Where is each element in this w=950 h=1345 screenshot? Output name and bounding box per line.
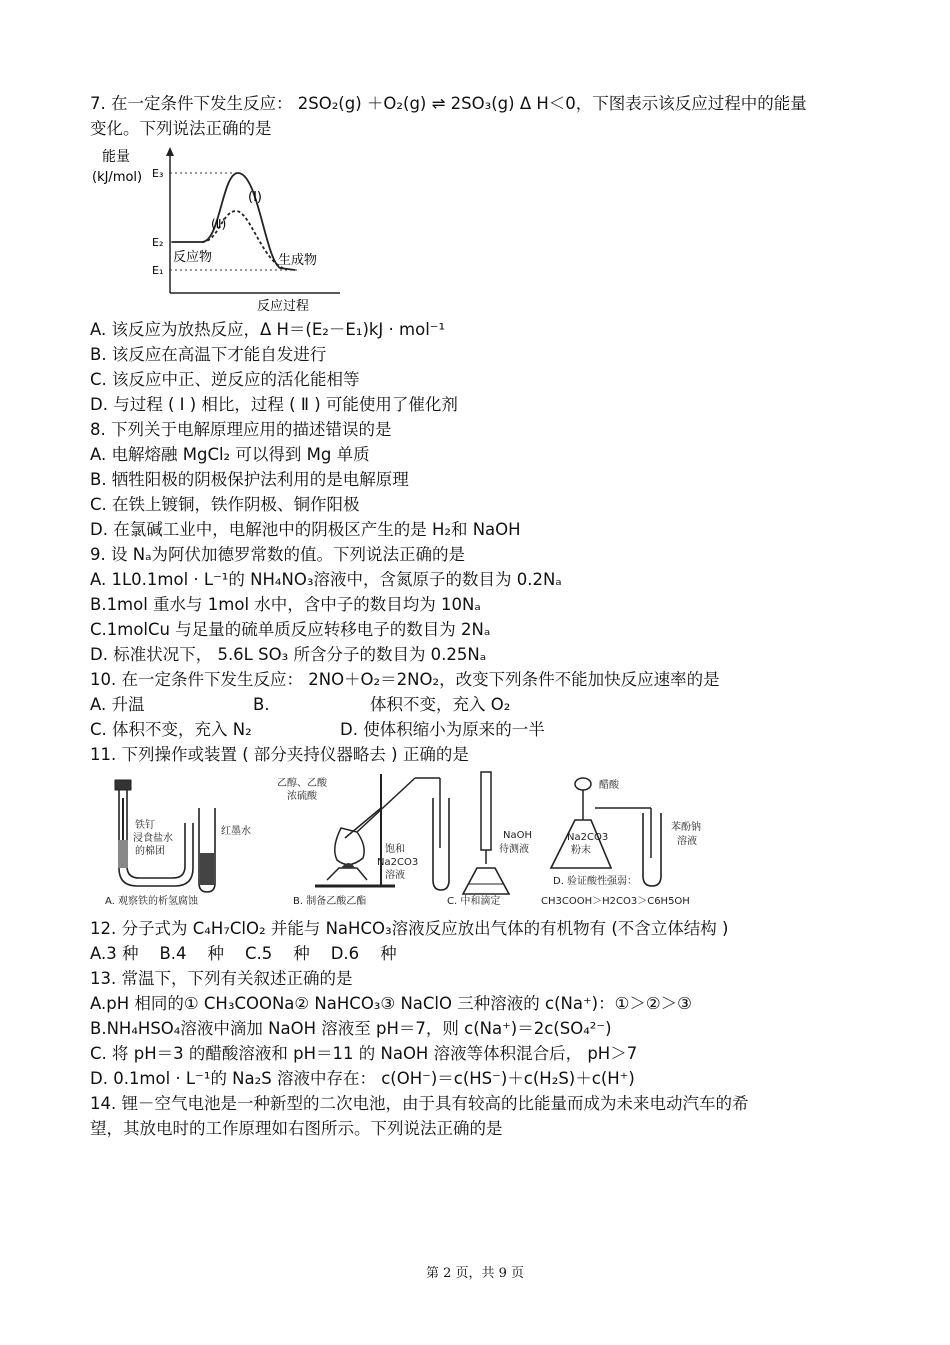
q10-option-c: C. 体积不变，充入 N₂	[90, 720, 252, 739]
e3-label: E₃	[152, 167, 164, 180]
b-label-1: 乙醇、乙酸	[277, 778, 327, 789]
q8-option-b: B. 牺牲阳极的阴极保护法利用的是电解原理	[90, 470, 409, 489]
d-label-3: 粉末	[571, 845, 591, 856]
x-label: 反应过程	[257, 299, 310, 314]
panel-a	[105, 780, 251, 907]
c-label-1: NaOH	[503, 830, 532, 841]
q10-option-d: D. 使体积缩小为原来的一半	[340, 720, 545, 739]
b-label-2: 浓硫酸	[287, 791, 317, 802]
y-label-2: (kJ/mol)	[92, 170, 143, 185]
q12-stem: 12. 分子式为 C₄H₇ClO₂ 并能与 NaHCO₃溶液反应放出气体的有机物有 (不含立体结构 )	[90, 919, 729, 938]
e2-label: E₂	[152, 236, 164, 249]
q13-option-b: B.NH₄HSO₄溶液中滴加 NaOH 溶液至 pH＝7，则 c(Na⁺)＝2c(SO₄²⁻)	[90, 1019, 612, 1038]
q9-option-b: B.1mol 重水与 1mol 水中，含中子的数目均为 10Nₐ	[90, 595, 481, 614]
d-label-5: 溶液	[677, 836, 697, 847]
q10-stem: 10. 在一定条件下发生反应： 2NO＋O₂＝2NO₂，改变下列条件不能加快反应速率的是	[90, 670, 720, 689]
e1-label: E₁	[152, 264, 164, 277]
b-label-5: 溶液	[385, 870, 405, 881]
b-label-3: 饱和	[385, 844, 405, 855]
energy-diagram	[90, 143, 350, 315]
d-caption-2: CH3COOH＞H2CO3＞C6H5OH	[541, 896, 690, 907]
b-caption: B. 制备乙酸乙酯	[293, 896, 367, 907]
panel-c	[447, 772, 532, 907]
page-footer: 第 2 页，共 9 页	[425, 1266, 525, 1281]
q10-option-a: A. 升温	[90, 695, 145, 714]
apparatus-figure	[105, 768, 735, 910]
q8-option-a: A. 电解熔融 MgCl₂ 可以得到 Mg 单质	[90, 445, 370, 464]
q7-option-d: D. 与过程 ( Ⅰ ) 相比，过程 ( Ⅱ ) 可能使用了催化剂	[90, 395, 458, 414]
q12-options: A.3 种 B.4 种 C.5 种 D.6 种	[90, 944, 397, 963]
curve-2-label: (Ⅱ)	[211, 217, 227, 231]
a-label-3: 的棉团	[135, 846, 165, 857]
q13-option-a: A.pH 相同的① CH₃COONa② NaHCO₃③ NaClO 三种溶液的 c(Na⁺)：①＞②＞③	[90, 994, 692, 1013]
q9-stem: 9. 设 Nₐ为阿伏加德罗常数的值。下列说法正确的是	[90, 545, 466, 564]
d-caption-1: D. 验证酸性强弱：	[553, 876, 638, 887]
y-axis-arrow	[166, 147, 174, 156]
q13-option-d: D. 0.1mol · L⁻¹的 Na₂S 溶液中存在： c(OH⁻)＝c(HS⁻)＋c(H₂S)＋c(H⁺)	[90, 1069, 635, 1088]
a-label-4: 红墨水	[221, 826, 251, 837]
q8-option-c: C. 在铁上镀铜，铁作阴极、铜作阳极	[90, 495, 360, 514]
b-label-4: Na2CO3	[377, 857, 419, 868]
q10-option-b-text: 体积不变，充入 O₂	[370, 695, 511, 714]
product-label: 生成物	[278, 253, 318, 268]
q14-stem-line2: 望，其放电时的工作原理如右图所示。下列说法正确的是	[90, 1119, 503, 1138]
q9-option-c: C.1molCu 与足量的硫单质反应转移电子的数目为 2Nₐ	[90, 620, 491, 639]
panel-b	[277, 774, 449, 907]
q7-stem-line1: 7. 在一定条件下发生反应： 2SO₂(g) ＋O₂(g) ⇌ 2SO₃(g) Δ H＜0，下图表示该反应过程中的能量	[90, 94, 807, 113]
curve-1-label: (Ⅰ)	[248, 190, 262, 205]
q7-option-a: A. 该反应为放热反应，Δ H＝(E₂－E₁)kJ · mol⁻¹	[90, 320, 446, 339]
q7-stem-line2: 变化。下列说法正确的是	[90, 119, 272, 138]
q8-option-d: D. 在氯碱工业中，电解池中的阴极区产生的是 H₂和 NaOH	[90, 520, 521, 539]
q7-option-b: B. 该反应在高温下才能自发进行	[90, 345, 327, 364]
a-label-1: 铁钉	[135, 820, 155, 831]
c-label-2: 待测液	[499, 844, 529, 855]
q13-option-c: C. 将 pH＝3 的醋酸溶液和 pH＝11 的 NaOH 溶液等体积混合后， pH＞7	[90, 1044, 638, 1063]
q9-option-d: D. 标准状况下， 5.6L SO₃ 所含分子的数目为 0.25Nₐ	[90, 645, 487, 664]
d-label-1: 醋酸	[599, 780, 619, 791]
q9-option-a: A. 1L0.1mol · L⁻¹的 NH₄NO₃溶液中，含氮原子的数目为 0.2Nₐ	[90, 570, 562, 589]
panel-d	[541, 778, 701, 907]
d-label-2: Na2CO3	[567, 832, 609, 843]
q11-stem: 11. 下列操作或装置 ( 部分夹持仪器略去 ) 正确的是	[90, 745, 469, 764]
q10-option-b: B.	[253, 695, 270, 714]
q14-stem-line1: 14. 锂－空气电池是一种新型的二次电池，由于具有较高的比能量而成为未来电动汽车的希	[90, 1094, 749, 1113]
q7-option-c: C. 该反应中正、逆反应的活化能相等	[90, 370, 360, 389]
a-label-2: 浸食盐水	[133, 833, 173, 844]
a-caption: A. 观察铁的析氢腐蚀	[105, 896, 199, 907]
y-label-1: 能量	[102, 149, 130, 165]
q8-stem: 8. 下列关于电解原理应用的描述错误的是	[90, 420, 392, 439]
d-label-4: 苯酚钠	[671, 822, 701, 833]
reactant-label: 反应物	[173, 250, 213, 265]
c-caption: C. 中和滴定	[447, 896, 501, 907]
q13-stem: 13. 常温下，下列有关叙述正确的是	[90, 969, 353, 988]
